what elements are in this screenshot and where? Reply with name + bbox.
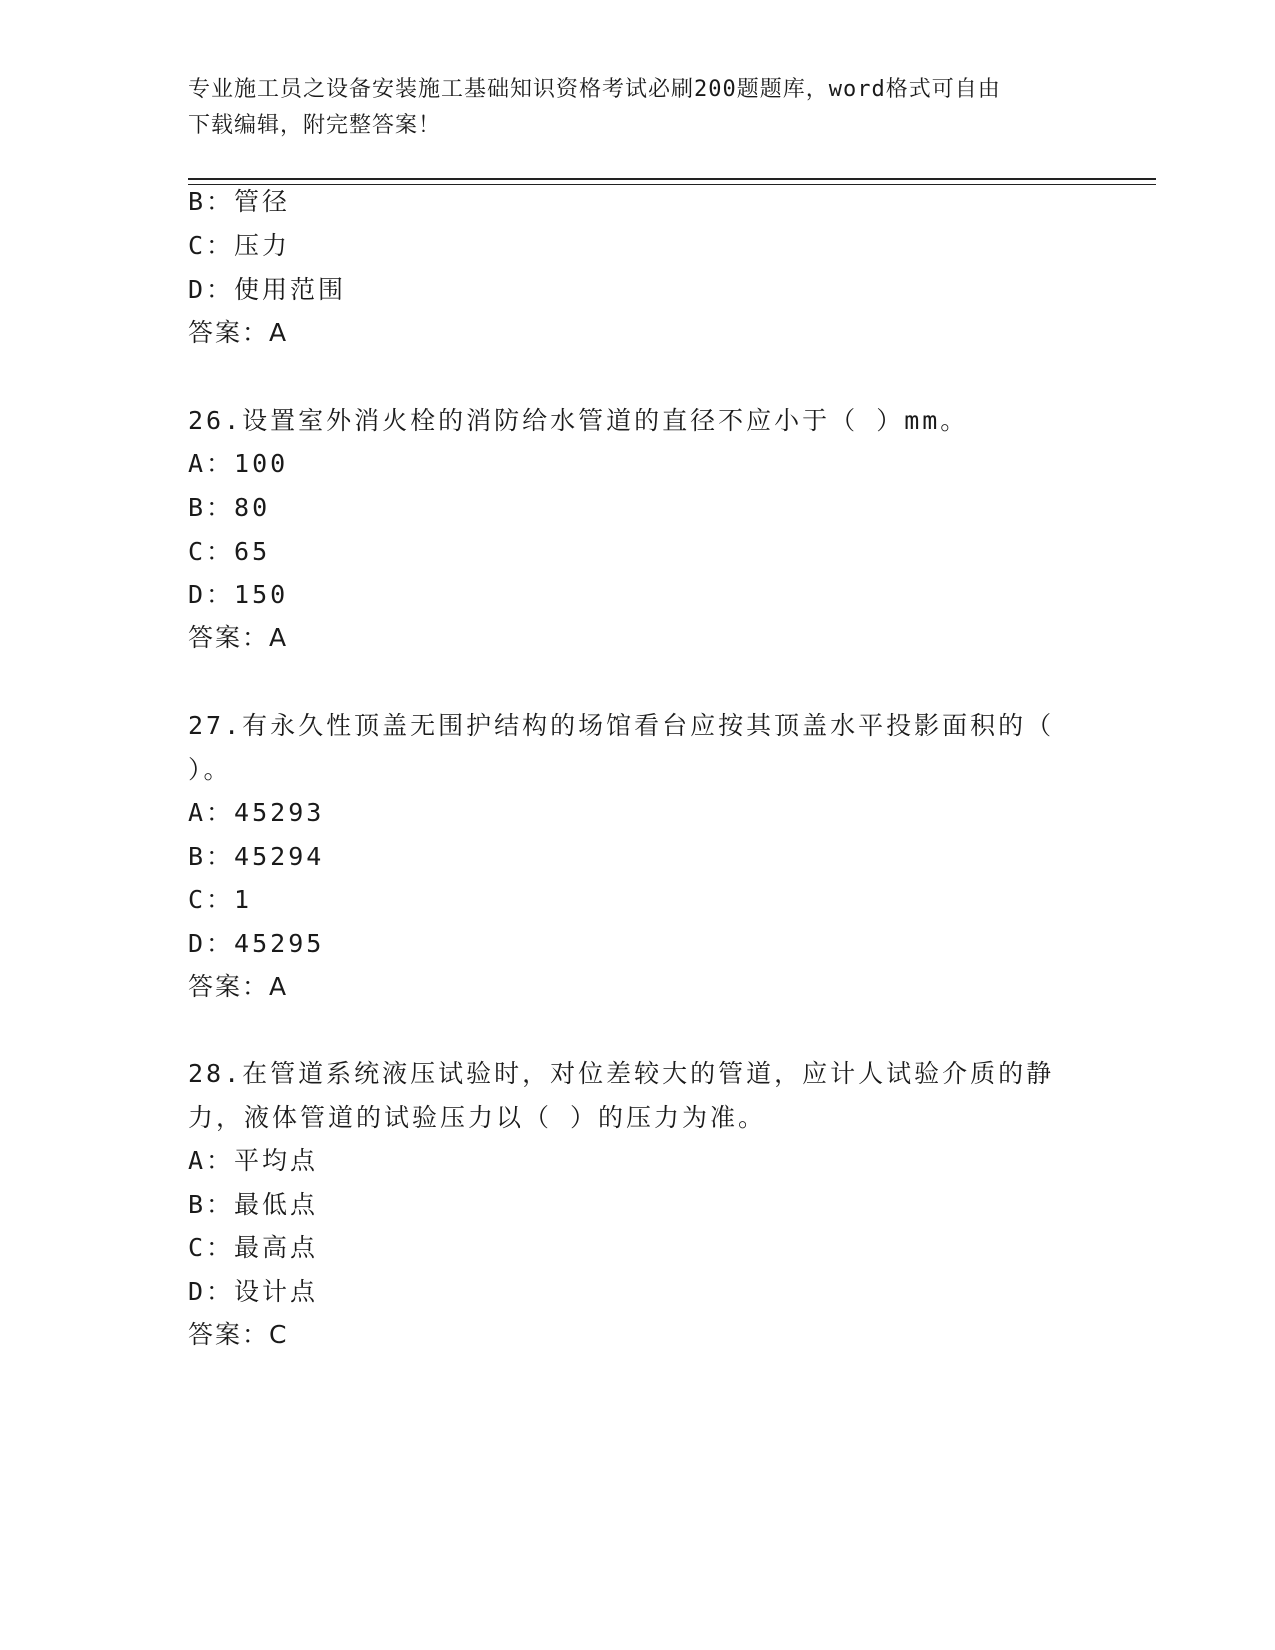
q27-option-c: C：1 (188, 885, 253, 914)
q25-option-c: C：压力 (188, 231, 291, 260)
q28-option-c: C：最高点 (188, 1233, 319, 1262)
q25-option-d: D：使用范围 (188, 275, 347, 304)
q26-question: 26.设置室外消火栓的消防给水管道的直径不应小于（ ）mm。 (188, 406, 969, 435)
q28-question-line-1: 28.在管道系统液压试验时，对位差较大的管道，应计人试验介质的静 (188, 1059, 1055, 1088)
header-title-line-1: 专业施工员之设备安装施工基础知识资格考试必刷200题题库，word格式可自由 (188, 77, 1001, 102)
q26-option-d: D：150 (188, 580, 289, 609)
q25-option-b: B：管径 (188, 187, 291, 216)
q26-option-c: C：65 (188, 537, 271, 566)
q28-option-d: D：设计点 (188, 1277, 319, 1306)
q27-option-a: A：45293 (188, 798, 325, 827)
q26-answer: 答案：A (188, 623, 289, 652)
q26-option-b: B：80 (188, 493, 271, 522)
q27-question-line-1: 27.有永久性顶盖无围护结构的场馆看台应按其顶盖水平投影面积的（ (188, 711, 1055, 740)
q27-option-d: D：45295 (188, 929, 325, 958)
q28-answer: 答案：C (188, 1320, 289, 1349)
q27-option-b: B：45294 (188, 842, 325, 871)
q25-answer: 答案：A (188, 318, 289, 347)
q27-answer: 答案：A (188, 972, 289, 1001)
q28-question-line-2: 力，液体管道的试验压力以（ ）的压力为准。 (188, 1103, 767, 1132)
q28-option-a: A：平均点 (188, 1146, 319, 1175)
header-divider-thick (188, 178, 1156, 180)
q27-question-line-2: ）。 (188, 755, 232, 784)
header-divider-thin (188, 184, 1156, 185)
header-title-line-2: 下载编辑，附完整答案！ (188, 113, 442, 138)
page-header (188, 72, 1068, 144)
q28-option-b: B：最低点 (188, 1190, 319, 1219)
q26-option-a: A：100 (188, 449, 289, 478)
